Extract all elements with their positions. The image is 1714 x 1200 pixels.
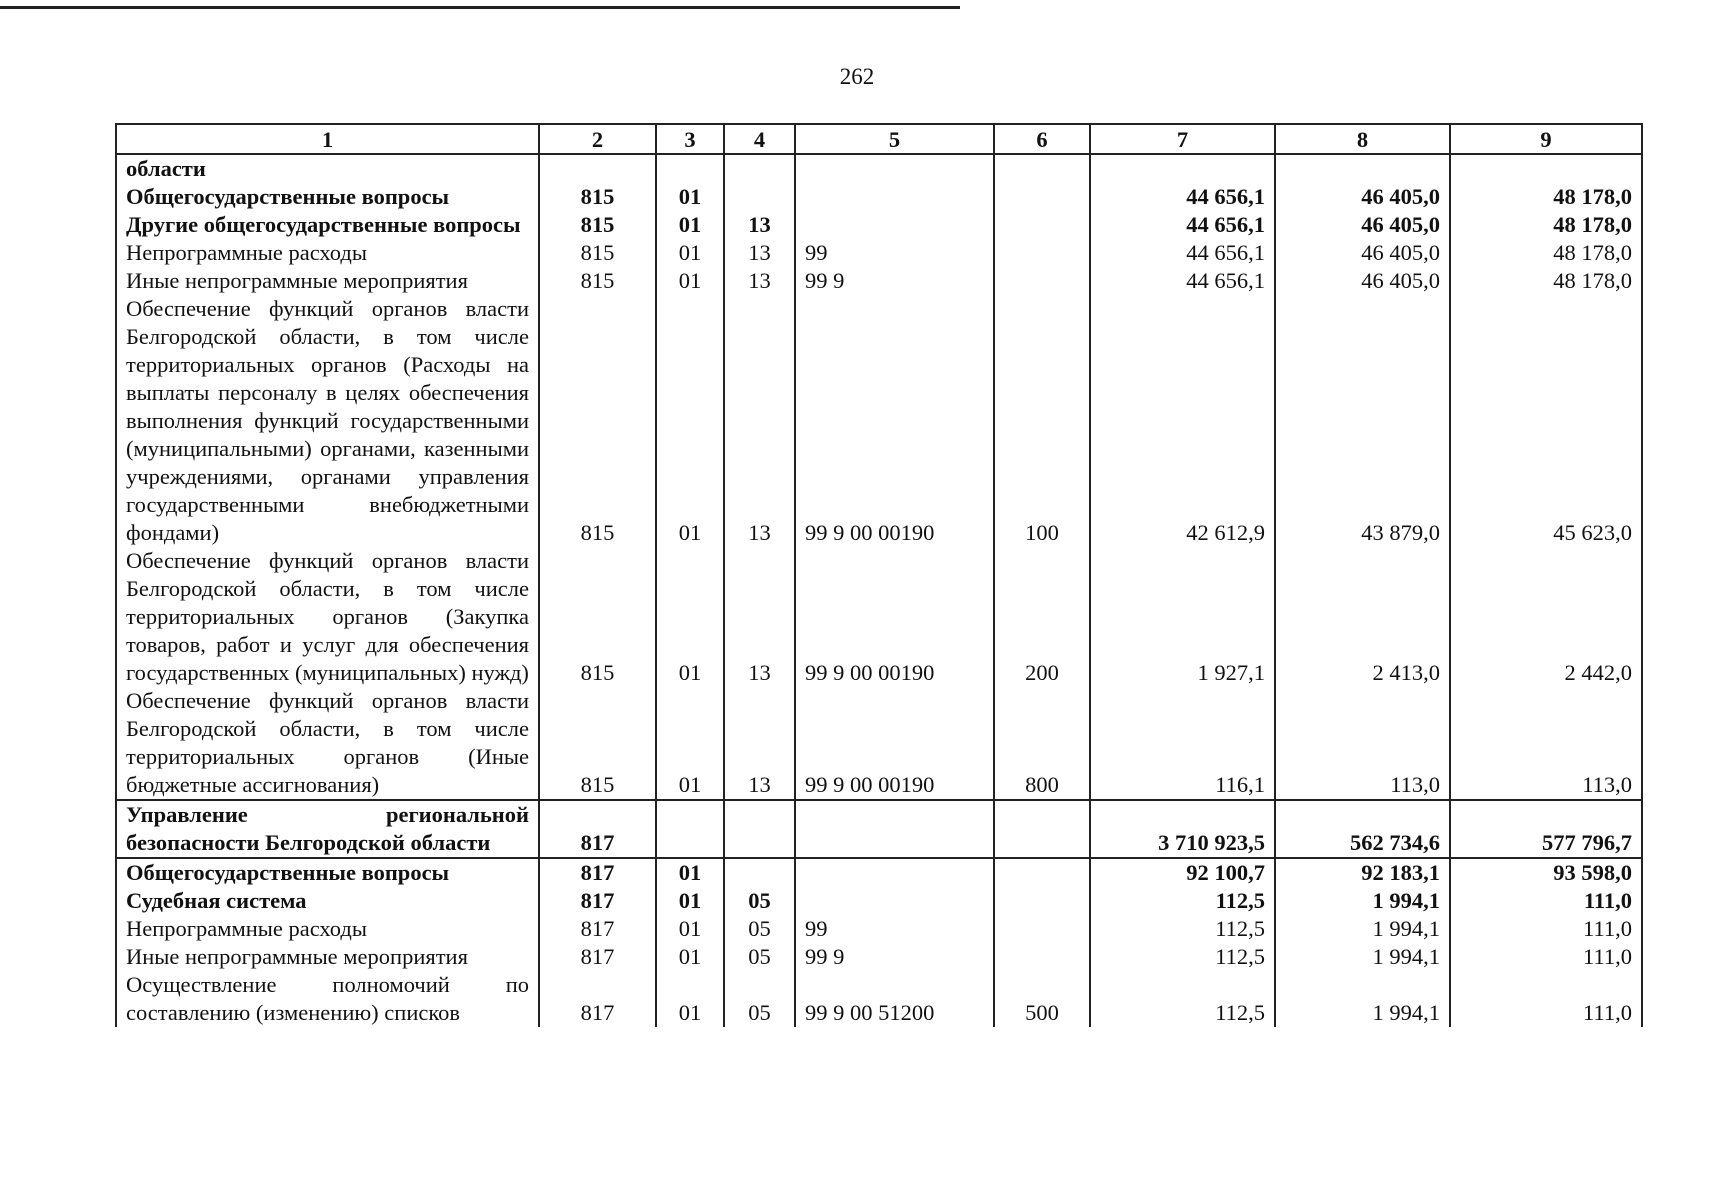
amount-col-9: 111,0 [1450,971,1642,1027]
amount-col-7: 1 927,1 [1090,547,1275,687]
expense-type-code: 500 [994,971,1090,1027]
expense-type-code: 100 [994,295,1090,547]
subsection-code: 13 [724,211,795,239]
ministry-code: 817 [539,887,656,915]
top-rule [0,6,960,9]
target-item-code [795,858,994,887]
row-name: Иные непрограммные мероприятия [116,943,539,971]
row-name: Иные непрограммные мероприятия [116,267,539,295]
amount-col-7: 44 656,1 [1090,183,1275,211]
ministry-code: 817 [539,915,656,943]
ministry-code: 815 [539,239,656,267]
ministry-code [539,154,656,183]
table-row [116,800,1642,858]
section-code [656,800,724,858]
amount-col-8: 113,0 [1275,687,1450,800]
target-item-code: 99 9 [795,267,994,295]
row-name: Осуществление полномочий по составлению (изменению) списков [116,971,539,1027]
section-code: 01 [656,295,724,547]
amount-col-9: 111,0 [1450,887,1642,915]
header-row [116,124,1642,154]
row-name: Обеспечение функций органов власти Белгородской области, в том числе территориальных органов (Закупка товаров, работ и услуг для обеспечения государственных (муниципальных) нужд) [116,547,539,687]
ministry-code: 815 [539,687,656,800]
ministry-code: 817 [539,943,656,971]
amount-col-8: 2 413,0 [1275,547,1450,687]
section-code: 01 [656,687,724,800]
ministry-code: 815 [539,183,656,211]
amount-col-8: 1 994,1 [1275,943,1450,971]
subsection-code [724,154,795,183]
target-item-code: 99 9 00 00190 [795,295,994,547]
ministry-code: 815 [539,295,656,547]
amount-col-7: 112,5 [1090,915,1275,943]
section-code: 01 [656,943,724,971]
expense-type-code: 200 [994,547,1090,687]
amount-col-9: 48 178,0 [1450,239,1642,267]
amount-col-8: 1 994,1 [1275,971,1450,1027]
header-cell-4: 4 [724,124,795,154]
amount-col-8: 1 994,1 [1275,915,1450,943]
header-cell-9: 9 [1450,124,1642,154]
amount-col-7: 44 656,1 [1090,211,1275,239]
target-item-code [795,183,994,211]
amount-col-8: 92 183,1 [1275,858,1450,887]
amount-col-7: 44 656,1 [1090,239,1275,267]
amount-col-9: 45 623,0 [1450,295,1642,547]
amount-col-9: 111,0 [1450,915,1642,943]
subsection-code: 13 [724,239,795,267]
amount-col-9: 113,0 [1450,687,1642,800]
amount-col-9: 2 442,0 [1450,547,1642,687]
budget-table-container [115,123,1643,1027]
table-row [116,887,1642,915]
amount-col-8: 46 405,0 [1275,239,1450,267]
subsection-code: 05 [724,915,795,943]
header-cell-7: 7 [1090,124,1275,154]
budget-table [115,123,1643,1027]
table-row [116,154,1642,183]
header-cell-8: 8 [1275,124,1450,154]
row-name: Непрограммные расходы [116,915,539,943]
table-row [116,211,1642,239]
subsection-code: 05 [724,943,795,971]
amount-col-8: 43 879,0 [1275,295,1450,547]
subsection-code [724,183,795,211]
ministry-code: 817 [539,858,656,887]
subsection-code: 13 [724,295,795,547]
table-row [116,547,1642,687]
ministry-code: 815 [539,267,656,295]
row-name: области [116,154,539,183]
subsection-code: 05 [724,887,795,915]
amount-col-7: 112,5 [1090,943,1275,971]
table-row [116,971,1642,1027]
amount-col-9: 48 178,0 [1450,211,1642,239]
expense-type-code [994,915,1090,943]
target-item-code: 99 9 [795,943,994,971]
target-item-code: 99 [795,915,994,943]
amount-col-8: 562 734,6 [1275,800,1450,858]
expense-type-code [994,183,1090,211]
target-item-code: 99 9 00 00190 [795,547,994,687]
page-number: 262 [839,64,875,89]
ministry-code: 817 [539,971,656,1027]
subsection-code: 05 [724,971,795,1027]
row-name: Другие общегосударственные вопросы [116,211,539,239]
section-code: 01 [656,858,724,887]
ministry-code: 815 [539,211,656,239]
row-name: Общегосударственные вопросы [116,183,539,211]
target-item-code [795,800,994,858]
section-code: 01 [656,887,724,915]
table-row [116,295,1642,547]
amount-col-9: 48 178,0 [1450,267,1642,295]
section-code: 01 [656,267,724,295]
amount-col-7: 112,5 [1090,887,1275,915]
expense-type-code: 800 [994,687,1090,800]
subsection-code: 13 [724,547,795,687]
expense-type-code [994,154,1090,183]
section-code: 01 [656,915,724,943]
section-code: 01 [656,211,724,239]
expense-type-code [994,943,1090,971]
target-item-code [795,154,994,183]
target-item-code [795,211,994,239]
expense-type-code [994,858,1090,887]
expense-type-code [994,267,1090,295]
header-cell-3: 3 [656,124,724,154]
section-code: 01 [656,183,724,211]
expense-type-code [994,239,1090,267]
amount-col-7: 44 656,1 [1090,267,1275,295]
row-name: Общегосударственные вопросы [116,858,539,887]
target-item-code: 99 [795,239,994,267]
amount-col-8: 46 405,0 [1275,267,1450,295]
amount-col-9: 93 598,0 [1450,858,1642,887]
ministry-code: 817 [539,800,656,858]
table-row [116,267,1642,295]
amount-col-9 [1450,154,1642,183]
table-row [116,943,1642,971]
amount-col-9: 577 796,7 [1450,800,1642,858]
amount-col-8 [1275,154,1450,183]
expense-type-code [994,211,1090,239]
amount-col-7: 92 100,7 [1090,858,1275,887]
target-item-code: 99 9 00 00190 [795,687,994,800]
target-item-code [795,887,994,915]
header-cell-1: 1 [116,124,539,154]
table-row [116,239,1642,267]
section-code: 01 [656,547,724,687]
expense-type-code [994,887,1090,915]
header-cell-6: 6 [994,124,1090,154]
amount-col-8: 1 994,1 [1275,887,1450,915]
section-code: 01 [656,971,724,1027]
subsection-code: 13 [724,687,795,800]
expense-type-code [994,800,1090,858]
amount-col-7: 116,1 [1090,687,1275,800]
target-item-code: 99 9 00 51200 [795,971,994,1027]
amount-col-9: 111,0 [1450,943,1642,971]
table-row [116,858,1642,887]
table-row [116,687,1642,800]
table-row [116,915,1642,943]
subsection-code [724,858,795,887]
row-name: Обеспечение функций органов власти Белгородской области, в том числе территориальных органов (Иные бюджетные ассигнования) [116,687,539,800]
subsection-code [724,800,795,858]
row-name: Управление региональной безопасности Белгородской области [116,800,539,858]
amount-col-7: 112,5 [1090,971,1275,1027]
section-code: 01 [656,239,724,267]
amount-col-9: 48 178,0 [1450,183,1642,211]
amount-col-8: 46 405,0 [1275,183,1450,211]
header-cell-5: 5 [795,124,994,154]
ministry-code: 815 [539,547,656,687]
amount-col-7: 42 612,9 [1090,295,1275,547]
row-name: Непрограммные расходы [116,239,539,267]
subsection-code: 13 [724,267,795,295]
amount-col-7: 3 710 923,5 [1090,800,1275,858]
row-name: Обеспечение функций органов власти Белгородской области, в том числе территориальных органов (Расходы на выплаты персоналу в целях обеспечения выполнения функций государственными (муниципальными) органами, казенными учреждениями, органами управления государственными внебюджетными фондами) [116,295,539,547]
header-cell-2: 2 [539,124,656,154]
amount-col-8: 46 405,0 [1275,211,1450,239]
amount-col-7 [1090,154,1275,183]
section-code [656,154,724,183]
table-row [116,183,1642,211]
row-name: Судебная система [116,887,539,915]
